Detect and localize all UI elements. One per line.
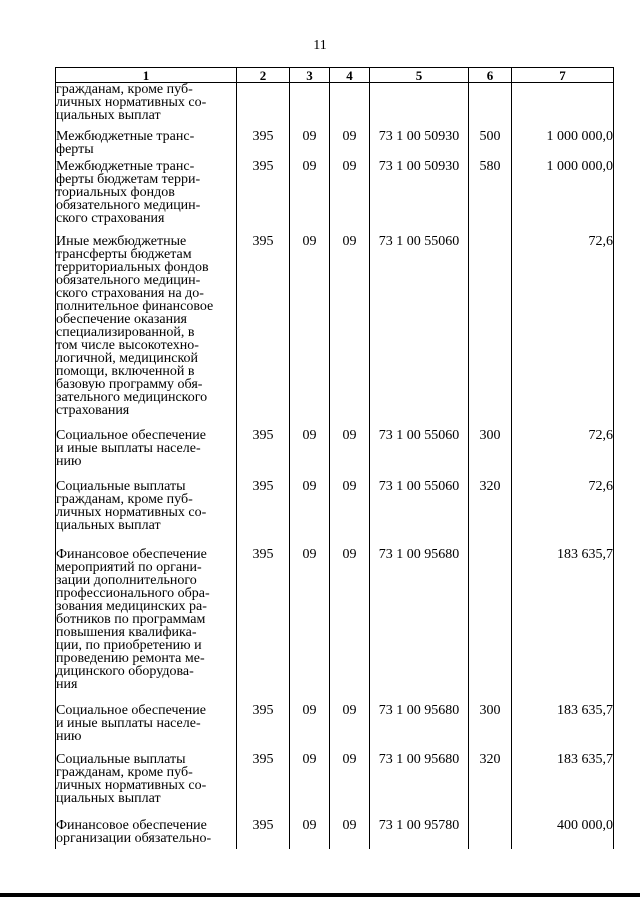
- subsection-cell: [330, 743, 370, 807]
- table-row: [56, 156, 614, 229]
- table-header-row: [56, 68, 614, 83]
- target-article-cell-text: 73 1 00 55060: [378, 234, 460, 249]
- expense-type-cell-text: 580: [479, 159, 501, 174]
- section-cell: [290, 83, 330, 123]
- section-cell-text: 09: [302, 129, 317, 144]
- amount-cell-text: 183 635,7: [557, 752, 613, 767]
- section-cell: [290, 122, 330, 156]
- expense-type-cell: [469, 807, 512, 849]
- subsection-cell-text: 09: [342, 752, 357, 767]
- expense-type-cell: [469, 532, 512, 692]
- amount-cell: [512, 807, 614, 849]
- section-cell: [290, 692, 330, 743]
- amount-cell-text: 72,6: [588, 479, 613, 494]
- subsection-cell: [330, 807, 370, 849]
- target-article-cell: [370, 692, 469, 743]
- table-row: [56, 122, 614, 156]
- table-row: [56, 468, 614, 532]
- target-article-cell-text: 73 1 00 55060: [378, 479, 460, 494]
- row-name-cell: [56, 743, 237, 807]
- target-article-cell: [370, 532, 469, 692]
- section-cell-text: 09: [302, 752, 317, 767]
- code-cell: [237, 229, 290, 417]
- row-name-cell-text: Финансовое обеспечение организации обязательно-: [56, 818, 212, 846]
- expense-type-cell: [469, 417, 512, 468]
- code-cell-text: 395: [252, 703, 274, 718]
- expense-type-cell: [469, 83, 512, 123]
- expense-type-cell: [469, 468, 512, 532]
- amount-cell-text: 183 635,7: [557, 547, 613, 562]
- code-cell: [237, 532, 290, 692]
- target-article-cell: [370, 229, 469, 417]
- column-header-6: 6: [469, 68, 512, 83]
- row-name-cell-text: Иные межбюджетные трансферты бюджетам территориальных фондов обязательного медицин- ского страхования на до- полнительное финансовое обеспечение оказания специализированной, в том числе высокотехно- логичной, медицинской помощи, включенной в базовую программу обя- зательного медицинского страхования: [56, 234, 214, 418]
- target-article-cell-text: 73 1 00 95780: [378, 818, 460, 833]
- subsection-cell-text: 09: [342, 129, 357, 144]
- subsection-cell-text: 09: [342, 547, 357, 562]
- column-header-1: 1: [56, 68, 237, 83]
- row-name-cell: [56, 468, 237, 532]
- code-cell: [237, 692, 290, 743]
- target-article-cell-text: 73 1 00 95680: [378, 703, 460, 718]
- column-header-7: 7: [512, 68, 614, 83]
- subsection-cell: [330, 468, 370, 532]
- table-row: [56, 229, 614, 417]
- row-name-cell-text: Межбюджетные транс- ферты бюджетам терри- ториальных фондов обязательного медицин- ского страхования: [56, 159, 201, 226]
- subsection-cell-text: 09: [342, 818, 357, 833]
- row-name-cell: [56, 807, 237, 849]
- code-cell: [237, 417, 290, 468]
- code-cell-text: 395: [252, 752, 274, 767]
- target-article-cell: [370, 743, 469, 807]
- section-cell: [290, 229, 330, 417]
- table-row: [56, 532, 614, 692]
- row-name-cell: [56, 83, 237, 123]
- subsection-cell-text: 09: [342, 428, 357, 443]
- subsection-cell: [330, 692, 370, 743]
- subsection-cell: [330, 83, 370, 123]
- section-cell-text: 09: [302, 703, 317, 718]
- target-article-cell: [370, 417, 469, 468]
- code-cell: [237, 468, 290, 532]
- table-row: [56, 743, 614, 807]
- column-header-3: 3: [290, 68, 330, 83]
- section-cell-text: 09: [302, 479, 317, 494]
- expense-type-cell-text: 500: [479, 129, 501, 144]
- section-cell-text: 09: [302, 159, 317, 174]
- page-number: 11: [313, 38, 327, 53]
- section-cell-text: 09: [302, 234, 317, 249]
- row-name-cell-text: Социальные выплаты гражданам, кроме пуб- личных нормативных со- циальных выплат: [56, 752, 207, 806]
- subsection-cell: [330, 532, 370, 692]
- section-cell: [290, 417, 330, 468]
- row-name-cell-text: Социальное обеспечение и иные выплаты населе- нию: [56, 703, 206, 744]
- section-cell-text: 09: [302, 428, 317, 443]
- row-name-cell: [56, 692, 237, 743]
- section-cell-text: 09: [302, 547, 317, 562]
- code-cell-text: 395: [252, 129, 274, 144]
- page-bottom-edge: [0, 893, 640, 897]
- expense-type-cell: [469, 692, 512, 743]
- row-name-cell: [56, 229, 237, 417]
- expense-type-cell: [469, 229, 512, 417]
- code-cell: [237, 122, 290, 156]
- amount-cell: [512, 468, 614, 532]
- row-name-cell-text: Финансовое обеспечение мероприятий по органи- зации дополнительного профессионального обра- зования медицинских ра- ботников по программам повышения квалифика- ции, по приобретению и проведению ремонта ме- дицинского оборудова- ния: [56, 547, 210, 692]
- row-name-cell-text: Межбюджетные транс- ферты: [56, 129, 195, 157]
- row-name-cell-text: Социальные выплаты гражданам, кроме пуб- личных нормативных со- циальных выплат: [56, 479, 207, 533]
- row-name-cell: [56, 532, 237, 692]
- table-row: [56, 807, 614, 849]
- row-name-cell: [56, 156, 237, 229]
- target-article-cell: [370, 468, 469, 532]
- column-header-5: 5: [370, 68, 469, 83]
- row-name-cell-text: гражданам, кроме пуб- личных нормативных со- циальных выплат: [56, 82, 207, 123]
- section-cell: [290, 807, 330, 849]
- amount-cell-text: 1 000 000,0: [546, 159, 613, 174]
- target-article-cell-text: 73 1 00 95680: [378, 752, 460, 767]
- target-article-cell-text: 73 1 00 55060: [378, 428, 460, 443]
- amount-cell: [512, 83, 614, 123]
- code-cell-text: 395: [252, 818, 274, 833]
- amount-cell: [512, 743, 614, 807]
- amount-cell-text: 72,6: [588, 428, 613, 443]
- table-row: [56, 417, 614, 468]
- section-cell-text: 09: [302, 818, 317, 833]
- code-cell: [237, 156, 290, 229]
- code-cell-text: 395: [252, 547, 274, 562]
- code-cell-text: 395: [252, 159, 274, 174]
- column-header-4: 4: [330, 68, 370, 83]
- table-row: [56, 692, 614, 743]
- target-article-cell: [370, 156, 469, 229]
- row-name-cell-text: Социальное обеспечение и иные выплаты населе- нию: [56, 428, 206, 469]
- target-article-cell: [370, 122, 469, 156]
- target-article-cell-text: 73 1 00 95680: [378, 547, 460, 562]
- subsection-cell-text: 09: [342, 159, 357, 174]
- amount-cell-text: 183 635,7: [557, 703, 613, 718]
- section-cell: [290, 156, 330, 229]
- expense-type-cell-text: 320: [479, 479, 501, 494]
- expense-type-cell-text: 320: [479, 752, 501, 767]
- column-header-2: 2: [237, 68, 290, 83]
- target-article-cell-text: 73 1 00 50930: [378, 129, 460, 144]
- subsection-cell-text: 09: [342, 479, 357, 494]
- code-cell: [237, 807, 290, 849]
- subsection-cell: [330, 122, 370, 156]
- expense-type-cell: [469, 156, 512, 229]
- table-row: [56, 83, 614, 123]
- code-cell-text: 395: [252, 234, 274, 249]
- subsection-cell: [330, 229, 370, 417]
- section-cell: [290, 743, 330, 807]
- section-cell: [290, 468, 330, 532]
- amount-cell: [512, 692, 614, 743]
- subsection-cell-text: 09: [342, 703, 357, 718]
- code-cell-text: 395: [252, 479, 274, 494]
- row-name-cell: [56, 122, 237, 156]
- row-name-cell: [56, 417, 237, 468]
- section-cell: [290, 532, 330, 692]
- amount-cell: [512, 156, 614, 229]
- expense-type-cell: [469, 122, 512, 156]
- amount-cell: [512, 532, 614, 692]
- code-cell: [237, 743, 290, 807]
- amount-cell: [512, 229, 614, 417]
- target-article-cell: [370, 807, 469, 849]
- amount-cell-text: 1 000 000,0: [546, 129, 613, 144]
- target-article-cell: [370, 83, 469, 123]
- amount-cell: [512, 417, 614, 468]
- subsection-cell: [330, 156, 370, 229]
- code-cell: [237, 83, 290, 123]
- code-cell-text: 395: [252, 428, 274, 443]
- expense-type-cell-text: 300: [479, 703, 501, 718]
- subsection-cell: [330, 417, 370, 468]
- amount-cell: [512, 122, 614, 156]
- expense-type-cell: [469, 743, 512, 807]
- budget-table: [55, 67, 614, 849]
- target-article-cell-text: 73 1 00 50930: [378, 159, 460, 174]
- expense-type-cell-text: 300: [479, 428, 501, 443]
- amount-cell-text: 72,6: [588, 234, 613, 249]
- amount-cell-text: 400 000,0: [557, 818, 613, 833]
- subsection-cell-text: 09: [342, 234, 357, 249]
